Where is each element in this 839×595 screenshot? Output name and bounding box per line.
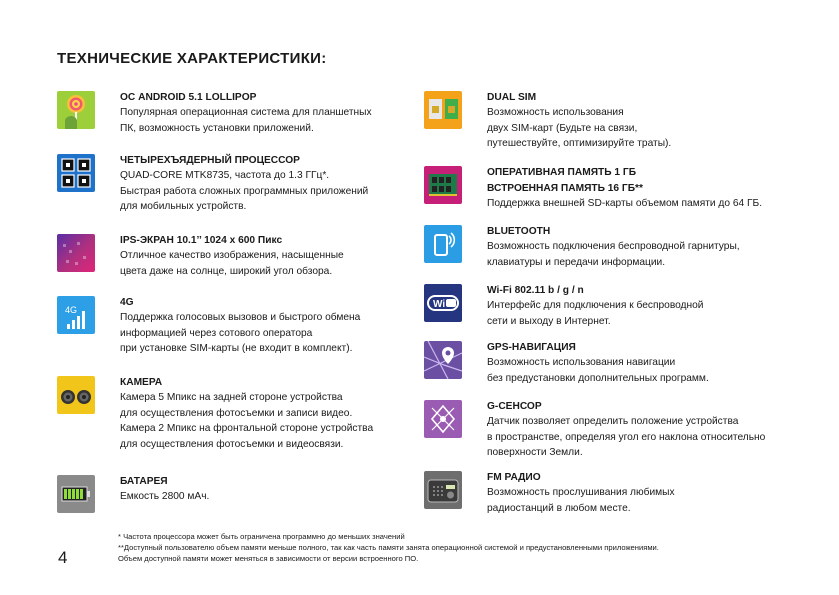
spec-text: Возможность прослушивания любимых: [487, 487, 675, 498]
spec-text: Популярная операционная система для планшетных: [120, 107, 372, 118]
spec-heading: ЧЕТЫРЕХЪЯДЕРНЫЙ ПРОЦЕССОР: [120, 155, 300, 166]
page-number: 4: [58, 548, 68, 567]
fm-radio-icon: [424, 471, 462, 509]
bluetooth-phone-icon: [424, 225, 462, 263]
spec-text: Камера 5 Мпикс на задней стороне устройства: [120, 392, 343, 403]
spec-heading: G-СЕНСОР: [487, 401, 542, 412]
spec-text: для осуществления фотосъемки и записи видео.: [120, 407, 353, 419]
quad-core-processor-icon: [57, 154, 95, 192]
spec-heading: IPS-ЭКРАН 10.1’’ 1024 x 600 Пикс: [120, 235, 283, 246]
spec-text: в пространстве, определяя угол его наклона относительно: [487, 431, 766, 443]
spec-heading: БАТАРЕЯ: [120, 476, 168, 487]
spec-text: путешествуйте, оптимизируйте траты).: [487, 138, 672, 150]
wifi-icon-text: Wi: [433, 299, 446, 310]
spec-text: QUAD-CORE MTK8735, частота до 1.3 ГГц*.: [120, 170, 330, 181]
spec-text: Камера 2 Мпикс на фронтальной стороне устройства: [120, 423, 374, 435]
page-title: ТЕХНИЧЕСКИЕ ХАРАКТЕРИСТИКИ:: [57, 50, 327, 67]
spec-heading: Wi-Fi 802.11 b / g / n: [487, 285, 584, 296]
footnote-firmware: Объем доступной памяти может меняться в зависимости от версии встроенного ПО.: [118, 554, 419, 563]
dual-sim-icon: [424, 91, 462, 129]
4g-icon-text: 4G: [65, 305, 78, 315]
battery-icon: [57, 475, 95, 513]
spec-heading: 4G: [120, 297, 134, 308]
spec-text: Отличное качество изображения, насыщенные: [120, 250, 344, 261]
spec-text: Интерфейс для подключения к беспроводной: [487, 300, 704, 311]
gps-map-icon: [424, 341, 462, 379]
spec-text: Возможность использования навигации: [487, 357, 676, 368]
spec-text: Емкость 2800 мАч.: [120, 491, 210, 502]
spec-text: информацией через сотового оператора: [120, 327, 313, 339]
spec-text: при установке SIM-карты (не входит в комплект).: [120, 343, 353, 355]
4g-signal-icon: [57, 296, 95, 334]
spec-text: Датчик позволяет определить положение устройства: [487, 416, 739, 427]
spec-text: Возможность использования: [487, 107, 624, 118]
spec-text: ПК, возможность установки приложений.: [120, 122, 314, 134]
spec-text: Быстрая работа сложных программных приложений: [120, 185, 369, 197]
spec-text: поверхности Земли.: [487, 447, 583, 459]
spec-text: клавиатуры и передачи информации.: [487, 256, 666, 268]
g-sensor-icon: [424, 400, 462, 438]
spec-heading: КАМЕРА: [120, 377, 163, 388]
camera-lenses-icon: [57, 376, 95, 414]
memory-module-icon: [424, 166, 462, 204]
spec-heading: ВСТРОЕННАЯ ПАМЯТЬ 16 ГБ**: [487, 183, 643, 194]
footnote-memory: **Доступный пользователю объем памяти меньше полного, так как часть памяти занята операционной системой и предустановленными приложениями.: [118, 543, 659, 552]
spec-text: цвета даже на солнце, широкий угол обзора.: [120, 265, 333, 277]
spec-text: Поддержка голосовых вызовов и быстрого обмена: [120, 312, 361, 323]
spec-text: для осуществления фотосъемки и видеосвязи.: [120, 438, 344, 450]
spec-text: двух SIM-карт (Будьте на связи,: [487, 122, 638, 134]
spec-text: сети и выходу в Интернет.: [487, 315, 611, 327]
spec-heading: ОПЕРАТИВНАЯ ПАМЯТЬ 1 ГБ: [487, 167, 637, 178]
spec-heading: BLUETOOTH: [487, 226, 551, 237]
spec-heading: GPS-НАВИГАЦИЯ: [487, 342, 576, 353]
spec-heading: DUAL SIM: [487, 92, 537, 103]
spec-heading: FM РАДИО: [487, 472, 541, 483]
wifi-icon: [424, 284, 462, 322]
spec-text: без предустановки дополнительных программ.: [487, 372, 709, 384]
spec-text: Возможность подключения беспроводной гарнитуры,: [487, 241, 740, 252]
spec-text: Поддержка внешней SD-карты объемом памяти до 64 ГБ.: [487, 198, 763, 209]
footnote-cpu: * Частота процессора может быть ограничена программно до меньших значений: [118, 532, 405, 541]
spec-text: радиостанций в любом месте.: [487, 502, 631, 514]
spec-text: для мобильных устройств.: [120, 201, 247, 213]
ips-screen-icon: [57, 234, 95, 272]
android-lollipop-icon: [57, 91, 95, 129]
spec-heading: ОС ANDROID 5.1 LOLLIPOP: [120, 92, 257, 103]
